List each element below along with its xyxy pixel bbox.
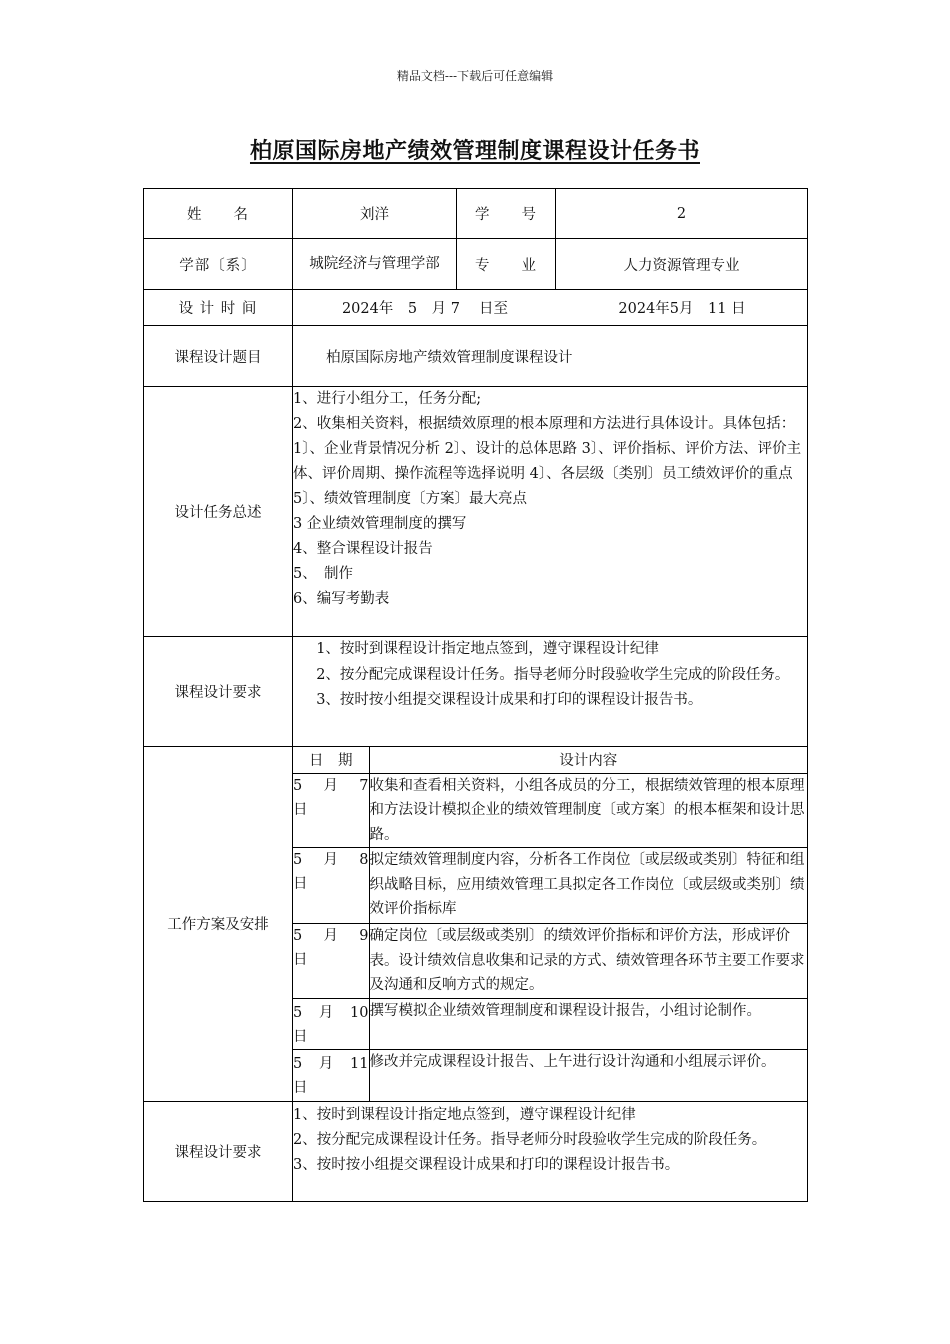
schedule-label: 工作方案及安排: [144, 747, 293, 1102]
schedule-header-content: 设计内容: [369, 747, 807, 773]
requirement-2-line-2: 2、按分配完成课程设计任务。指导老师分时段验收学生完成的阶段任务。: [293, 1131, 767, 1148]
requirement-1-line-3: 3、按时按小组提交课程设计成果和打印的课程设计报告书。: [316, 692, 703, 708]
schedule-header: [293, 747, 807, 773]
schedule-content: 撰写模拟企业绩效管理制度和课程设计报告，小组讨论制作。: [369, 999, 807, 1050]
schedule-cell: [293, 747, 808, 1102]
tasks-content: [293, 387, 808, 637]
task-line-4: 4、整合课程设计报告: [293, 541, 433, 557]
task-line-5: 5、 制作: [293, 566, 353, 582]
schedule-header-date: 日 期: [293, 747, 369, 773]
schedule-date: 5 月 8 日: [293, 848, 369, 924]
schedule-date: 5 月 11 日: [293, 1050, 369, 1101]
row-schedule: [144, 747, 808, 1102]
requirements-1-label: 课程设计要求: [144, 637, 293, 747]
dept-value: 城院经济与管理学部: [293, 239, 457, 290]
requirement-2-line-1: 1、按时到课程设计指定地点签到，遵守课程设计纪律: [293, 1106, 636, 1123]
id-label: 学 号: [457, 189, 556, 239]
row-time: [144, 290, 808, 326]
schedule-table: [293, 747, 807, 1101]
task-table: [143, 188, 808, 1202]
requirements-1-content: [293, 637, 808, 747]
schedule-row: [293, 848, 807, 924]
task-line-2: 2、收集相关资料，根据绩效原理的根本原理和方法进行具体设计。具体包括：1〕、企业背景情况分析 2〕、设计的总体思路 3〕、评价指标、评价方法、评价主体、评价周期、操作流程等选择说明 4〕、各层级〔类别〕员工绩效评价的重点 5〕、绩效管理制度〔方案〕最大亮点: [293, 416, 802, 507]
requirement-1-line-1: 1、按时到课程设计指定地点签到，遵守课程设计纪律: [316, 641, 659, 657]
document-title: 柏原国际房地产绩效管理制度课程设计任务书: [249, 138, 700, 164]
topic-value: 柏原国际房地产绩效管理制度课程设计: [293, 326, 808, 387]
row-name: [144, 189, 808, 239]
topic-label: 课程设计题目: [144, 326, 293, 387]
schedule-date: 5 月 9 日: [293, 924, 369, 999]
schedule-row: [293, 1050, 807, 1101]
task-line-6: 6、编写考勤表: [293, 591, 390, 607]
requirements-2-content: [293, 1101, 808, 1201]
schedule-row: [293, 999, 807, 1050]
id-value: 2: [556, 189, 808, 239]
row-dept: [144, 239, 808, 290]
dept-label: 学部〔系〕: [144, 239, 293, 290]
task-line-1: 1、进行小组分工，任务分配;: [293, 391, 482, 407]
row-requirements-1: [144, 637, 808, 747]
task-line-3: 3 企业绩效管理制度的撰写: [293, 516, 467, 532]
name-value: 刘洋: [293, 189, 457, 239]
name-label: 姓 名: [144, 189, 293, 239]
tasks-label: 设计任务总述: [144, 387, 293, 637]
requirement-1-line-2: 2、按分配完成课程设计任务。指导老师分时段验收学生完成的阶段任务。: [316, 666, 790, 683]
major-label: 专 业: [457, 239, 556, 290]
row-requirements-2: [144, 1101, 808, 1201]
requirement-2-line-3: 3、按时按小组提交课程设计成果和打印的课程设计报告书。: [293, 1156, 680, 1173]
schedule-content: 确定岗位〔或层级或类别〕的绩效评价指标和评价方法，形成评价表。设计绩效信息收集和记录的方式、绩效管理各环节主要工作要求及沟通和反响方式的规定。: [369, 924, 807, 999]
row-topic: [144, 326, 808, 387]
major-value: 人力资源管理专业: [556, 239, 808, 290]
schedule-date: 5 月 7 日: [293, 773, 369, 848]
schedule-date: 5 月 10 日: [293, 999, 369, 1050]
row-tasks: [144, 387, 808, 637]
schedule-row: [293, 773, 807, 848]
watermark-text: 精品文档---下载后可任意编辑: [396, 69, 554, 83]
time-start: 2024年 5 月 7 日至: [341, 301, 509, 317]
time-label: 设 计 时 间: [144, 290, 293, 326]
requirements-2-label: 课程设计要求: [144, 1101, 293, 1201]
schedule-content: 修改并完成课程设计报告、上午进行设计沟通和小组展示评价。: [369, 1050, 807, 1101]
schedule-content: 拟定绩效管理制度内容，分析各工作岗位〔或层级或类别〕特征和组织战略目标，应用绩效管理工具拟定各工作岗位〔或层级或类别〕绩效评价指标库: [369, 848, 807, 924]
time-value: [293, 290, 808, 326]
schedule-content: 收集和查看相关资料，小组各成员的分工，根据绩效管理的根本原理和方法设计模拟企业的绩效管理制度〔或方案〕的根本框架和设计思路。: [369, 773, 807, 848]
time-end: 2024年5月 11 日: [618, 301, 746, 317]
schedule-row: [293, 924, 807, 999]
